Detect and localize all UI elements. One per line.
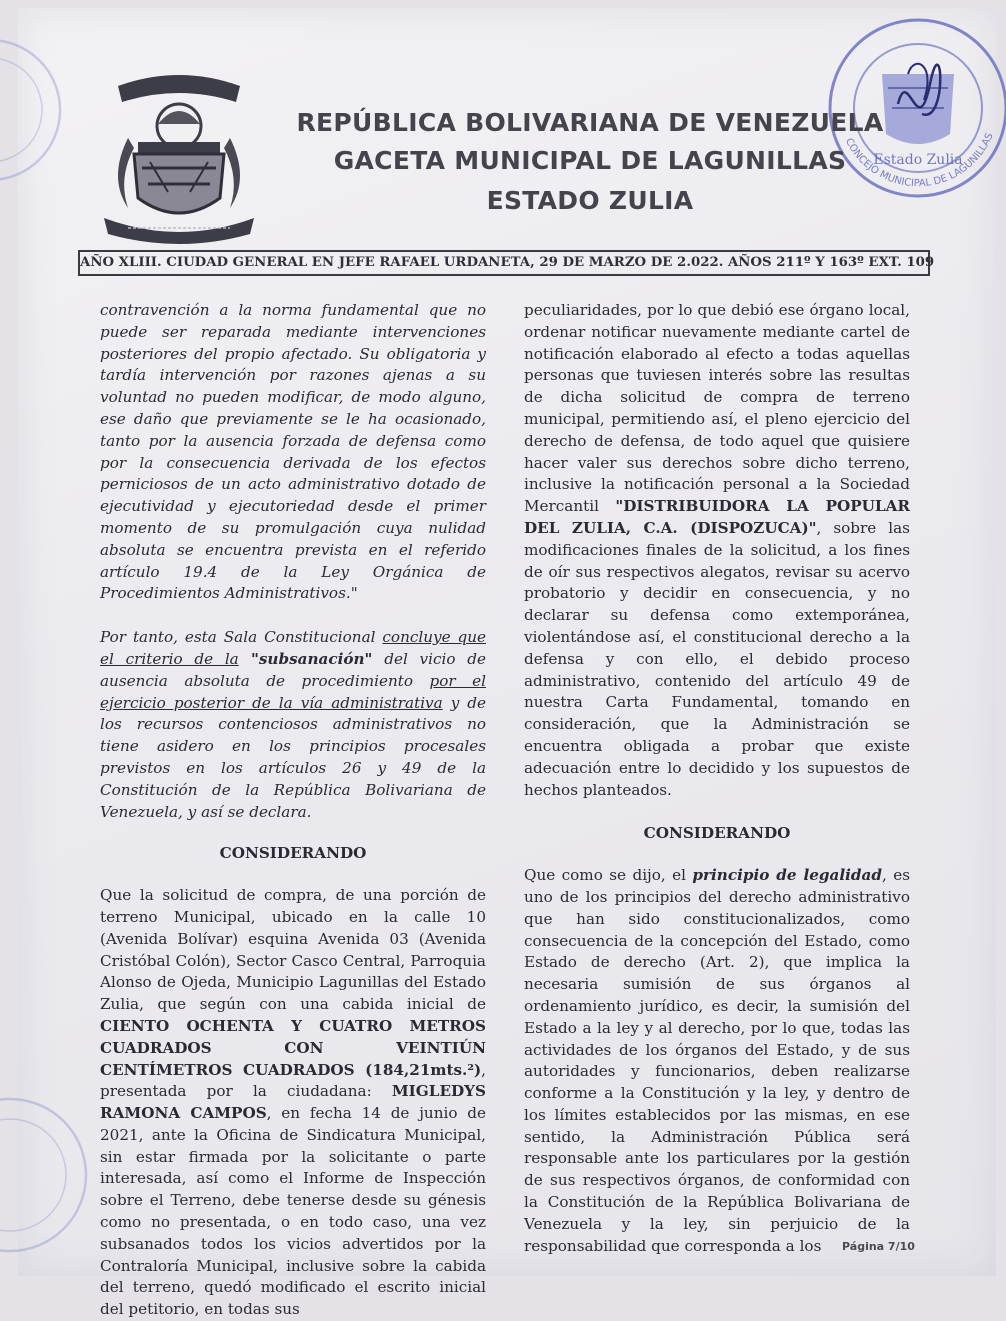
- notification-text-1: peculiaridades, por lo que debió ese órgano local, ordenar notificar nuevamente mediante cartel de notificación elaborado al efecto a todas aquellas personas que tuviesen interés sobre las resultas de dicha solicitud de compra de terreno municipal, permitiendo así, el pleno ejercicio del derecho de defensa, de todo aquel que quisiere hacer valer sus derechos sobre dicho terreno, inclusive la notificación personal a la Sociedad Mercantil: [524, 301, 910, 516]
- area-bold: CIENTO OCHENTA Y CUATRO METROS CUADRADOS CON VEINTIÚN CENTÍMETROS CUADRADOS (184,21mts.²): [100, 1016, 486, 1079]
- considerando-heading-right: CONSIDERANDO: [643, 824, 791, 843]
- quoted-paragraph: contravención a la norma fundamental que no puede ser reparada mediante intervenciones posteriores del propio afectado. Su obligatoria y tardía intervención por razones ajenas a su voluntad no pueden modificar, de modo alguno, ese daño que previamente se le ha ocasionado, tanto por la ausencia forzada de defensa como por la consecuencia derivada de los efectos perniciosos de un acto administrativo dotado de ejecutividad y ejecutoriedad desde el primer momento de su promulgación cuya nulidad absoluta se encuentra prevista en el referido artículo 19.4 de la Ley Orgánica de Procedimientos Administrativos.": [100, 301, 486, 603]
- legality-text-2: , es uno de los principios del derecho administrativo que han sido constitucionalizados, como consecuencia de la concepción del Estado, como Estado de derecho (Art. 2), que implica la necesaria sumisión de sus órganos al ordenamiento jurídico, es decir, la sumisión del Estado a la ley y al derecho, por lo que, todas las actividades de los órganos del Estado, y de sus autoridades y funcionarios, deben realizarse conforme a la Constitución y la ley, y dentro de los límites establecidos por las mismas, en ese sentido, la Administración Pública será responsable ante los particulares por la gestión de sus respectivos órganos, de conformidad con la Constitución de la República Bolivariana de Venezuela y la ley, sin perjuicio de la responsabilidad que corresponda a los: [524, 866, 910, 1255]
- issue-info-bar: AÑO XLIII. CIUDAD GENERAL EN JEFE RAFAEL URDANETA, 29 DE MARZO DE 2.022. AÑOS 211º Y 163º EXT. 109: [78, 250, 930, 276]
- purchase-text-3: , en fecha 14 de junio de 2021, ante la Oficina de Sindicatura Municipal, sin estar firmada por la solicitante o parte interesada, así como el Informe de Inspección sobre el Terreno, debe tenerse desde su génesis como no presentada, o en todo caso, una vez subsanados todos los vicios advertidos por la Contraloría Municipal, inclusive sobre la cabida del terreno, quedó modificado el escrito inicial del petitorio, en todas sus: [100, 1104, 486, 1319]
- stamp-ring-text: CONCEJO MUNICIPAL DE LAGUNILLAS: [842, 131, 996, 190]
- ruling-underlined-2: por el ejercicio posterior de la vía administrativa: [100, 671, 486, 712]
- notification-paragraph: [524, 300, 910, 801]
- ruling-underlined-1: concluye que el criterio de la: [100, 628, 486, 668]
- applicant-name: MIGLEDYS RAMONA CAMPOS: [100, 1082, 486, 1123]
- municipal-crest-logo: [98, 68, 260, 248]
- page-number: Página 7/10: [842, 1240, 915, 1253]
- considerando-paragraph-left: [100, 885, 486, 1321]
- purchase-text-2: , presentada por la ciudadana:: [100, 1060, 486, 1101]
- ruling-text-3: y de los recursos contenciosos administrativos no tiene asidero en los principios procesales previstos en los artículos 26 y 49 de la Constitución de la República Bolivariana de Venezuela, y así se declara.: [100, 693, 486, 821]
- faint-side-stamp-bottom: [0, 1080, 100, 1270]
- faint-side-stamp-top: [0, 20, 70, 200]
- right-column: [524, 300, 910, 1257]
- ruling-paragraph: [100, 627, 486, 823]
- stamp-center-text: Estado Zulia: [873, 152, 963, 168]
- ruling-text-2: del vicio de ausencia absoluta de procedimiento: [100, 649, 486, 690]
- ruling-text-1: Por tanto, esta Sala Constitucional: [100, 628, 383, 647]
- left-column: [100, 300, 486, 1321]
- header-gazette: GACETA MUNICIPAL DE LAGUNILLAS: [333, 146, 847, 175]
- legality-paragraph: [524, 865, 910, 1257]
- legality-principle: principio de legalidad: [692, 866, 882, 885]
- ruling-bold-term: "subsanación": [238, 649, 373, 668]
- company-name: "DISTRIBUIDORA LA POPULAR DEL ZULIA, C.A. (DISPOZUCA)": [524, 497, 910, 537]
- header-country: REPÚBLICA BOLIVARIANA DE VENEZUELA: [296, 108, 884, 137]
- header-state: ESTADO ZULIA: [486, 186, 694, 215]
- notification-text-2: , sobre las modificaciones finales de la solicitud, a los fines de oír sus respectivos alegatos, revisar su acervo probatorio y decidir en consecuencia, y no declarar su defensa como extemporánea, violentándose así, el constitucional derecho a la defensa y con ello, el debido proceso administrativo, contenido del artículo 49 de nuestra Carta Fundamental, tomando en consideración, que la Administración se encuentra obligada a probar que existe adecuación entre lo decidido y los supuestos de hechos planteados.: [524, 518, 910, 799]
- considerando-heading-left: CONSIDERANDO: [219, 844, 367, 863]
- purchase-text-1: Que la solicitud de compra, de una porción de terreno Municipal, ubicado en la calle 10 (Avenida Bolívar) esquina Avenida 03 (Avenida Cristóbal Colón), Sector Casco Central, Parroquia Alonso de Ojeda, Municipio Lagunillas del Estado Zulia, que según con una cabida inicial de: [100, 886, 486, 1014]
- legality-text-1: Que como se dijo, el: [524, 866, 693, 885]
